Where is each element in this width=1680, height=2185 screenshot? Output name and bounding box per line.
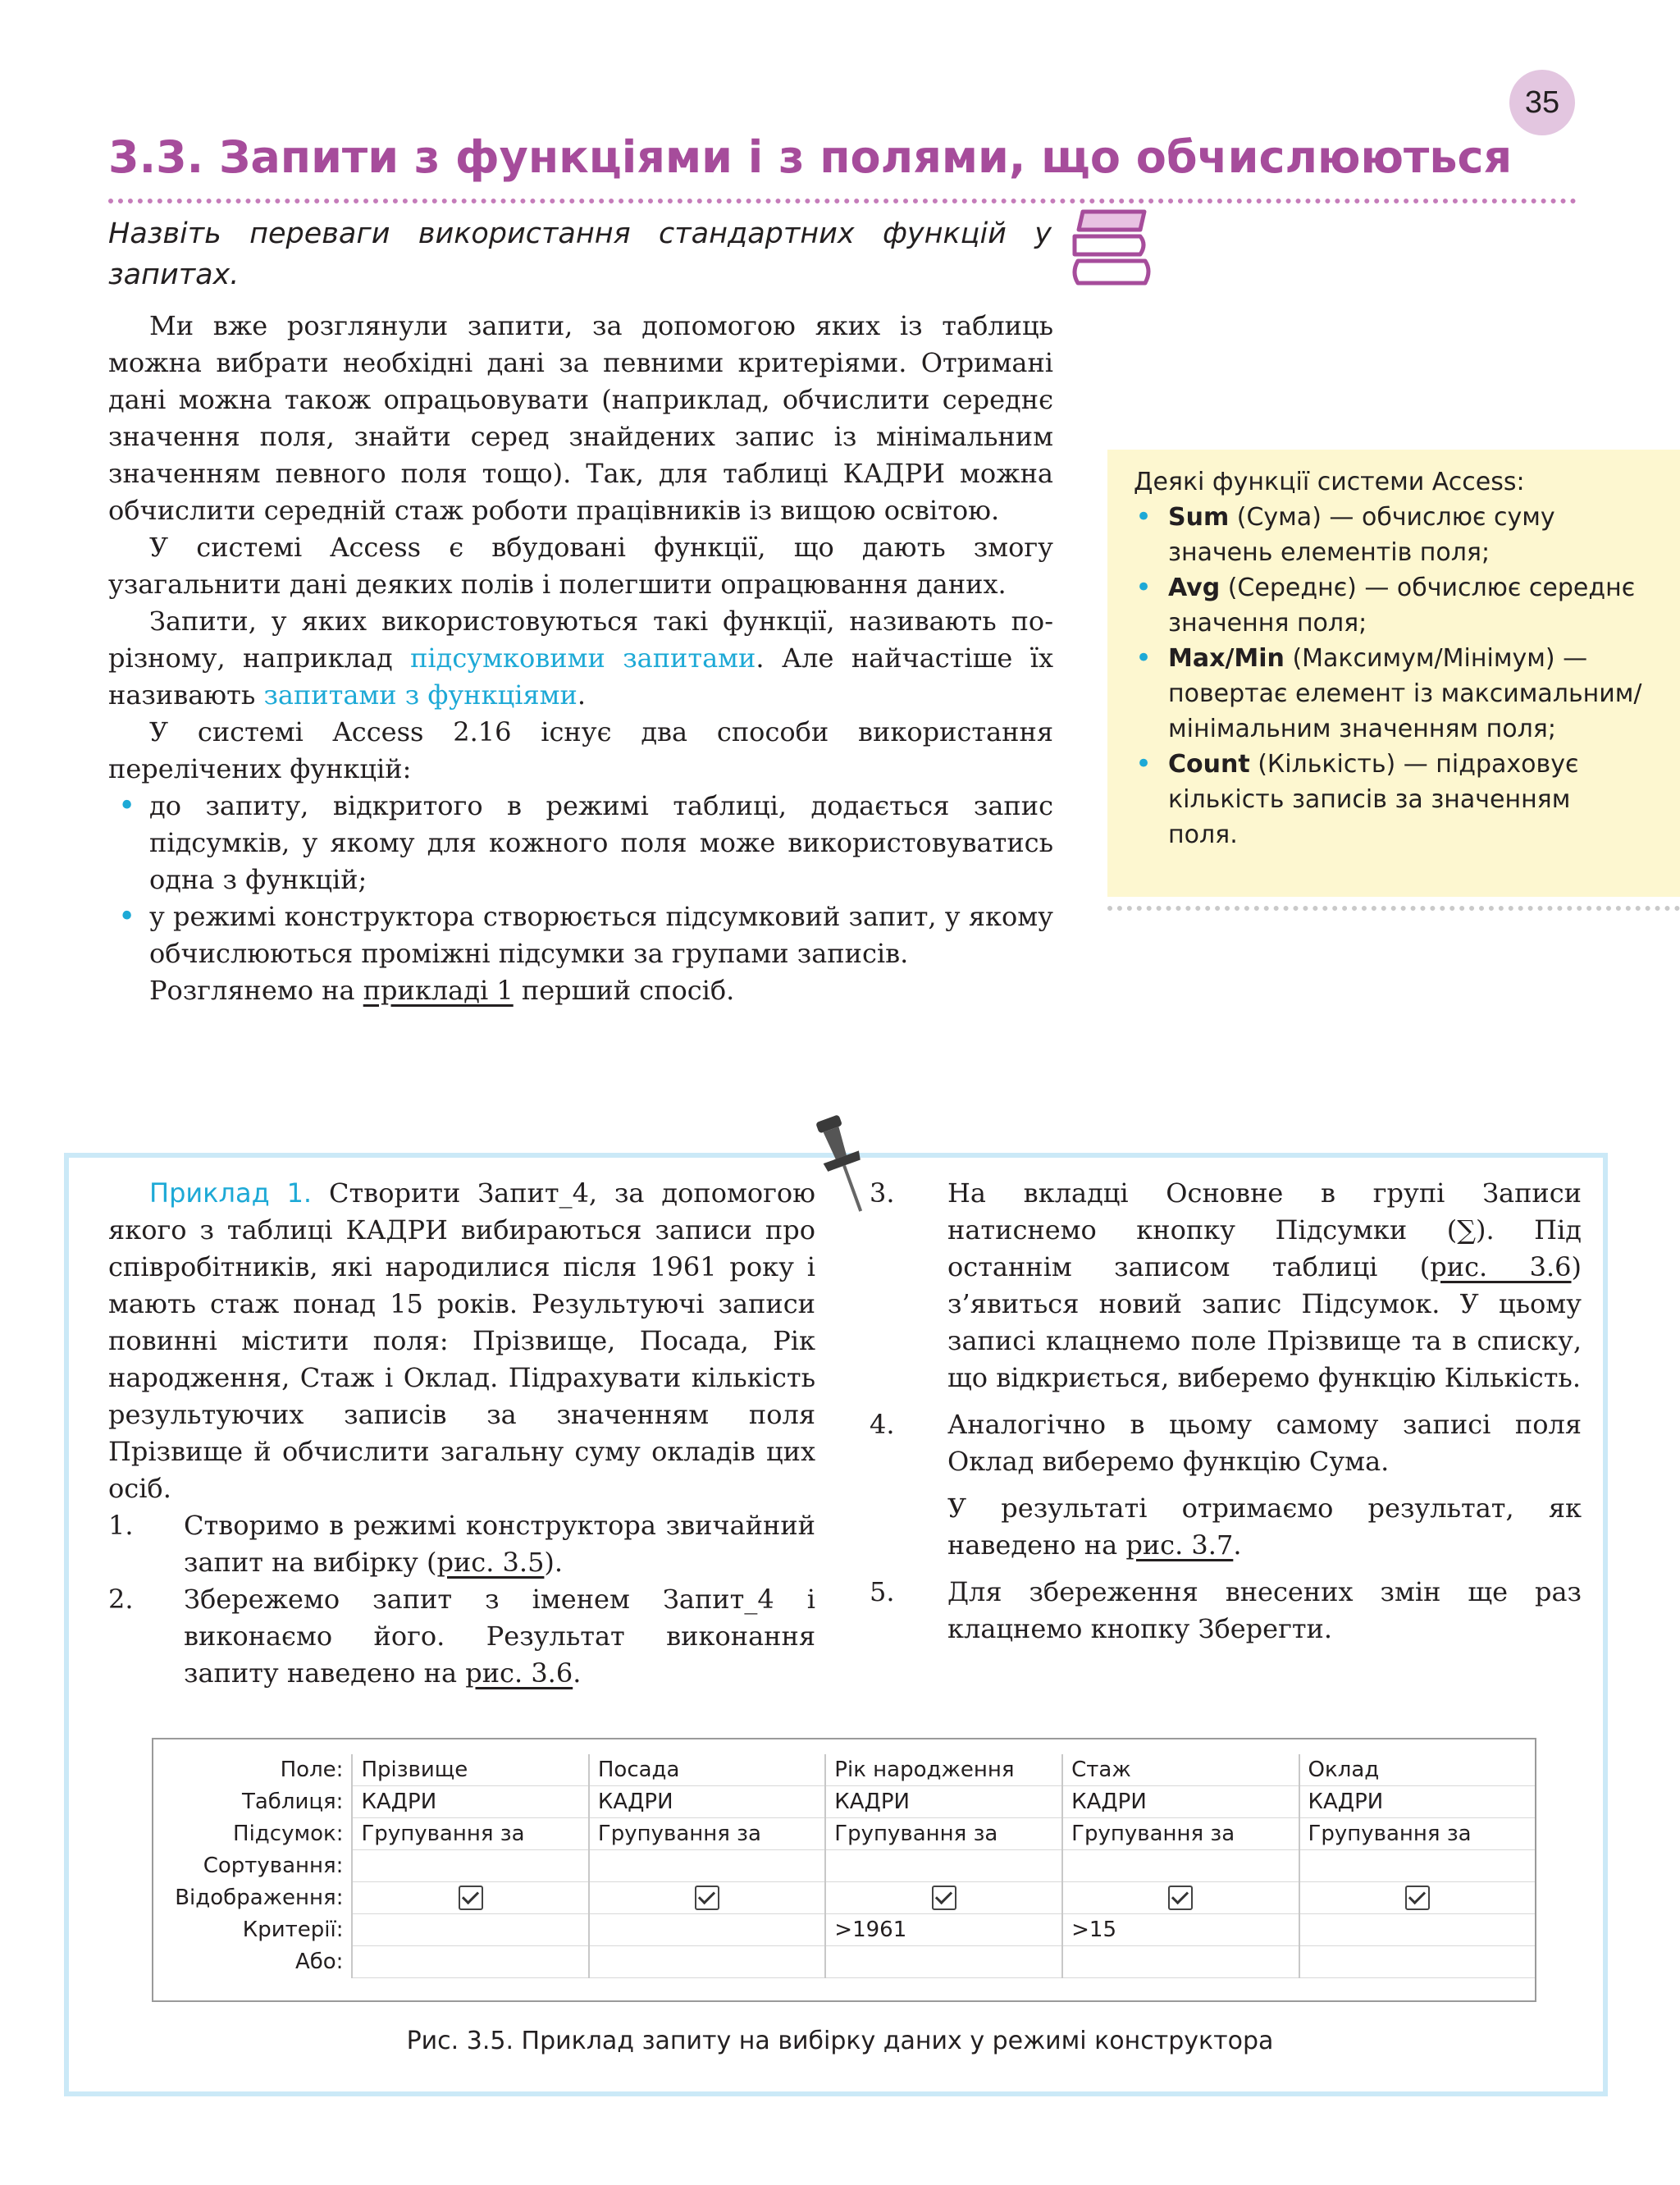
or-cell[interactable] xyxy=(1062,1946,1299,1978)
field-cell[interactable]: Посада xyxy=(589,1754,825,1786)
title-divider xyxy=(108,199,1577,203)
table-cell[interactable]: КАДРИ xyxy=(1299,1786,1535,1818)
show-checkbox[interactable] xyxy=(459,1886,483,1910)
fig-3-5-link[interactable]: рис. 3.5 xyxy=(436,1547,545,1578)
main-text xyxy=(108,308,1053,1009)
or-cell[interactable] xyxy=(1299,1946,1535,1978)
fig-3-6-link[interactable]: рис. 3.6 xyxy=(465,1657,573,1689)
show-checkbox[interactable] xyxy=(1405,1886,1430,1910)
show-checkbox[interactable] xyxy=(1168,1886,1193,1910)
total-cell[interactable]: Групування за xyxy=(352,1818,588,1850)
paragraph-4: У системі Access 2.16 існує два способи використання перелічених функцій: xyxy=(108,716,1053,784)
table-row xyxy=(153,1882,1535,1914)
step-5: 5. Для збереження внесених змін ще раз клацнемо кнопку Зберегти. xyxy=(870,1576,1582,1644)
step-4: 4. Аналогічно в цьому самому записі поля Оклад виберемо функцію Сума. xyxy=(870,1409,1582,1477)
row-label-criteria: Критерії: xyxy=(242,1918,344,1942)
paragraph-1: Ми вже розглянули запити, за допомогою яких із таблиць можна вибрати необхідні дані за певними критеріями. Отримані дані можна також опрацьовувати (наприклад, обчислити середнє значення поля, знайти серед знайдених запис із мінімальним значенням певного поля тощо). Так, для таблиці КАДРИ можна обчислити середній стаж роботи працівників із вищою освітою. xyxy=(108,310,1053,526)
or-cell[interactable] xyxy=(589,1946,825,1978)
example-intro: Приклад 1. Створити Запит_4, за допомогою якого з таблиці КАДРИ вибираються записи про співробітників, які народилися після 1961 року і мають стаж понад 15 років. Результуючі записи повинні містити поля: Прізвище, Посада, Рік народження, Стаж і Оклад. Підрахувати кількість результуючих записів за значенням поля Прізвище й обчислити загальну суму окладів цих осіб. xyxy=(108,1177,816,1504)
step-4-result: У результаті отримаємо результат, як наведено на рис. 3.7. xyxy=(947,1492,1582,1561)
list-item: • Count (Кількість) — підраховує кількість записів за значенням поля. xyxy=(1134,747,1642,853)
query-design-grid xyxy=(152,1738,1536,2002)
or-cell[interactable] xyxy=(352,1946,588,1978)
steps-list-right-2 xyxy=(870,1574,1582,1648)
list-item: • Sum (Сума) — обчислює суму значень елементів поля; xyxy=(1134,500,1642,570)
step-1: 1. Створимо в режимі конструктора звичайний запит на вибірку (рис. 3.5). xyxy=(108,1510,815,1578)
field-cell[interactable]: Стаж xyxy=(1062,1754,1299,1786)
row-label-or: Або: xyxy=(294,1950,344,1974)
list-item: • Avg (Середнє) — обчислює середнє значення поля; xyxy=(1134,570,1642,641)
field-cell[interactable]: Рік народження xyxy=(825,1754,1062,1786)
example-right-column xyxy=(870,1175,1582,1657)
table-cell[interactable]: КАДРИ xyxy=(1062,1786,1299,1818)
sort-cell[interactable] xyxy=(1062,1850,1299,1882)
row-label-sort: Сортування: xyxy=(203,1854,344,1878)
criteria-cell[interactable]: >1961 xyxy=(825,1914,1062,1946)
show-checkbox[interactable] xyxy=(932,1886,956,1910)
criteria-cell[interactable] xyxy=(589,1914,825,1946)
total-cell[interactable]: Групування за xyxy=(1299,1818,1535,1850)
criteria-cell[interactable]: >15 xyxy=(1062,1914,1299,1946)
functions-list xyxy=(1134,500,1642,853)
field-cell[interactable]: Оклад xyxy=(1299,1754,1535,1786)
total-cell[interactable]: Групування за xyxy=(589,1818,825,1850)
table-row xyxy=(153,1850,1535,1882)
step-3: 3. На вкладці Основне в групі Записи натиснемо кнопку Підсумки (∑). Під останнім записом таблиці (рис. 3.6) з’явиться новий запис Підсумок. У цьому записі клацнемо поле Прізвище та в списку, що відкриється, виберемо функцію Кількість. xyxy=(870,1177,1582,1393)
pushpin-icon xyxy=(812,1112,874,1218)
steps-list-right xyxy=(870,1175,1582,1480)
books-icon xyxy=(1066,205,1157,291)
paragraph-5: Розглянемо на прикладі 1 перший спосіб. xyxy=(149,975,735,1006)
table-row xyxy=(153,1946,1535,1978)
example-1-link[interactable]: прикладі 1 xyxy=(363,975,514,1006)
table-cell[interactable]: КАДРИ xyxy=(352,1786,588,1818)
list-item: • у режимі конструктора створюється підсумковий запит, у якому обчислюються проміжні підсумки за групами записів. xyxy=(108,898,1053,972)
table-cell[interactable]: КАДРИ xyxy=(589,1786,825,1818)
sidebar-divider xyxy=(1107,906,1680,911)
sort-cell[interactable] xyxy=(1299,1850,1535,1882)
steps-list-left xyxy=(108,1507,815,1692)
table-row xyxy=(153,1754,1535,1786)
functions-sidebar xyxy=(1107,450,1680,897)
sort-cell[interactable] xyxy=(352,1850,588,1882)
fig-3-6-link[interactable]: рис. 3.6 xyxy=(1430,1251,1572,1282)
sort-cell[interactable] xyxy=(589,1850,825,1882)
table-row xyxy=(153,1914,1535,1946)
sort-cell[interactable] xyxy=(825,1850,1062,1882)
figure-caption: Рис. 3.5. Приклад запиту на вибірку даних у режимі конструктора xyxy=(406,2027,1274,2055)
total-cell[interactable]: Групування за xyxy=(1062,1818,1299,1850)
criteria-cell[interactable] xyxy=(352,1914,588,1946)
term-summary-queries: підсумковими запитами xyxy=(410,642,756,674)
example-left-column xyxy=(108,1175,815,1692)
fig-3-7-link[interactable]: рис. 3.7 xyxy=(1125,1529,1234,1561)
table-cell[interactable]: КАДРИ xyxy=(825,1786,1062,1818)
list-item: • до запиту, відкритого в режимі таблиці, додається запис підсумків, у якому для кожного поля може використовуватись одна з функцій; xyxy=(108,788,1053,898)
row-label-show: Відображення: xyxy=(175,1886,344,1910)
show-checkbox[interactable] xyxy=(695,1886,719,1910)
page-number: 35 xyxy=(1509,70,1575,135)
total-cell[interactable]: Групування за xyxy=(825,1818,1062,1850)
methods-list xyxy=(108,788,1053,972)
term-function-queries: запитами з функціями xyxy=(263,679,578,711)
table-row xyxy=(153,1818,1535,1850)
criteria-cell[interactable] xyxy=(1299,1914,1535,1946)
row-label-table: Таблиця: xyxy=(241,1790,344,1814)
paragraph-3: Запити, у яких використовуються такі функції, називають по-різному, наприклад підсумковими запитами. Але найчастіше їх називають запитами з функціями. xyxy=(108,606,1054,711)
row-label-field: Поле: xyxy=(280,1758,344,1783)
section-title: 3.3. Запити з функціями і з полями, що обчислюються xyxy=(108,131,1513,183)
list-item: • Max/Min (Максимум/Мінімум) — повертає елемент із максимальним/мінімальним значенням поля; xyxy=(1134,641,1642,747)
question-text: Назвіть переваги використання стандартних функцій у запитах. xyxy=(108,217,1052,291)
row-label-total: Підсумок: xyxy=(233,1822,344,1846)
or-cell[interactable] xyxy=(825,1946,1062,1978)
sidebar-heading: Деякі функції системи Access: xyxy=(1134,468,1525,496)
field-cell[interactable]: Прізвище xyxy=(352,1754,588,1786)
paragraph-2: У системі Access є вбудовані функції, що дають змогу узагальнити дані деяких полів і полегшити опрацювання даних. xyxy=(108,532,1053,600)
example-label: Приклад 1. xyxy=(149,1177,313,1209)
table-row xyxy=(153,1786,1535,1818)
step-2: 2. Збережемо запит з іменем Запит_4 і виконаємо його. Результат виконання запиту наведено на рис. 3.6. xyxy=(108,1584,815,1689)
